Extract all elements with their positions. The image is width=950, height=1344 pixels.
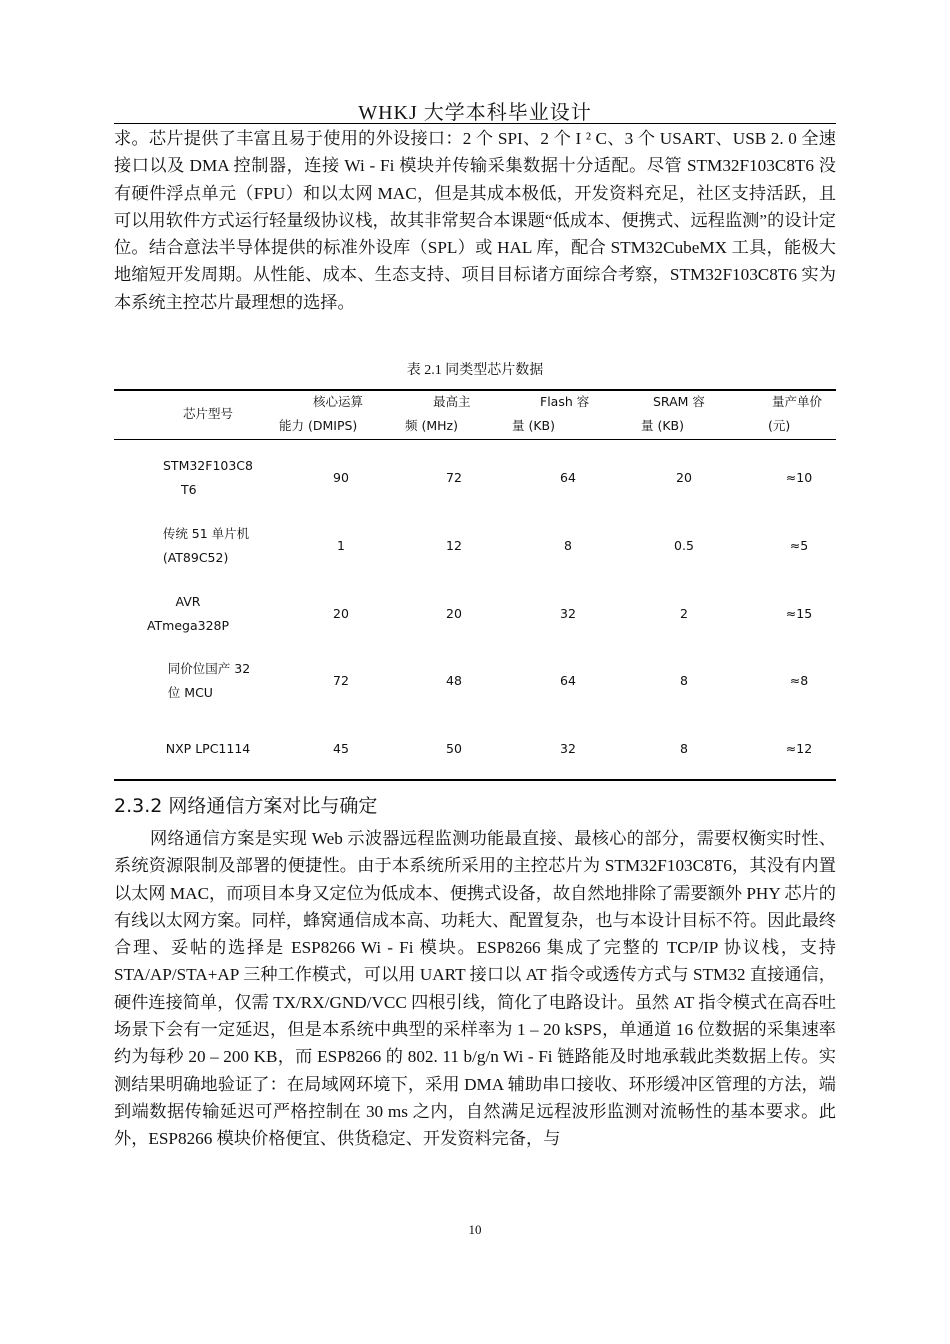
- table-header-rule: [114, 439, 836, 440]
- section-number: 2.3.2: [114, 795, 163, 817]
- section-heading: [114, 791, 377, 818]
- table-cell: 64: [560, 470, 576, 485]
- table-header-cell: SRAM 容 量 (KB): [641, 394, 705, 433]
- table-top-rule: [114, 389, 836, 391]
- table-cell-chip-name: AVR ATmega328P: [146, 594, 230, 633]
- table-cell-chip-name: 同价位国产 32 位 MCU: [167, 661, 251, 700]
- table-header-cell: 核心运算 能力 (DMIPS): [279, 394, 364, 433]
- running-header: WHKJ 大学本科毕业设计: [358, 102, 592, 124]
- table-cell: 8: [564, 538, 572, 553]
- table-cell: 8: [680, 673, 688, 688]
- table-caption: 表 2.1 同类型芯片数据: [406, 363, 544, 378]
- table-cell: 20: [446, 606, 462, 621]
- table-cell: ≈15: [785, 606, 813, 621]
- table-header-cell: 最高主 频 (MHz): [405, 394, 471, 433]
- table-cell: 90: [333, 470, 349, 485]
- table-cell: 48: [446, 673, 462, 688]
- table-cell: ≈5: [789, 538, 809, 553]
- table-cell: 64: [560, 673, 576, 688]
- table-cell: 12: [446, 538, 462, 553]
- table-cell: 2: [680, 606, 688, 621]
- table-header-cell: Flash 容 量 (KB): [512, 394, 590, 433]
- table-cell: 72: [446, 470, 462, 485]
- table-cell: 32: [560, 741, 576, 756]
- table-cell: ≈8: [789, 673, 809, 688]
- table-bottom-rule: [114, 779, 836, 781]
- table-cell-chip-name: 传统 51 单片机 (AT89C52): [162, 526, 250, 565]
- table-cell: 32: [560, 606, 576, 621]
- table-cell: 0.5: [674, 538, 694, 553]
- table-cell-chip-name: NXP LPC1114: [165, 741, 251, 756]
- table-cell: ≈12: [785, 741, 813, 756]
- header-divider: [114, 123, 836, 124]
- body-paragraph-1: 求。芯片提供了丰富且易于使用的外设接口：2 个 SPI、2 个 I ² C、3 个 USART、USB 2. 0 全速接口以及 DMA 控制器，连接 Wi - Fi 模块并传输采集数据十分适配。尽管 STM32F103C8T6 没有硬件浮点单元（FPU）和以太网 MAC，但是其成本极低，开发资料充足，社区支持活跃，且可以用软件方式运行轻量级协议栈，故其非常契合本课题“低成本、便携式、远程监测”的设计定位。结合意法半导体提供的标准外设库（SPL）或 HAL 库，配合 STM32CubeMX 工具，能极大地缩短开发周期。从性能、成本、生态支持、项目目标诸方面综合考察，STM32F103C8T6 实为本系统主控芯片最理想的选择。: [114, 129, 836, 312]
- table-cell: 20: [676, 470, 692, 485]
- table-header-cell: 芯片型号: [182, 406, 234, 421]
- page-number: 10: [468, 1222, 482, 1237]
- table-cell: 45: [333, 741, 349, 756]
- table-cell: ≈10: [785, 470, 813, 485]
- table-header-cell: 量产单价 (元): [768, 394, 823, 433]
- table-cell: 8: [680, 741, 688, 756]
- table-cell-chip-name: STM32F103C8 T6: [163, 458, 253, 497]
- body-paragraph-2: 网络通信方案是实现 Web 示波器远程监测功能最直接、最核心的部分，需要权衡实时性、系统资源限制及部署的便捷性。由于本系统所采用的主控芯片为 STM32F103C8T6，其没有内置以太网 MAC，而项目本身又定位为低成本、便携式设备，故自然地排除了需要额外 PHY 芯片的有线以太网方案。同样，蜂窝通信成本高、功耗大、配置复杂，也与本设计目标不符。因此最终合理、妥帖的选择是 ESP8266 Wi - Fi 模块。ESP8266 集成了完整的 TCP/IP 协议栈，支持 STA/AP/STA+AP 三种工作模式，可以用 UART 接口以 AT 指令或透传方式与 STM32 直接通信，硬件连接简单，仅需 TX/RX/GND/VCC 四根引线，简化了电路设计。虽然 AT 指令模式在高吞吐场景下会有一定延迟，但是本系统中典型的采样率为 1 – 20 kSPS，单通道 16 位数据的采集速率约为每秒 20 – 200 KB，而 ESP8266 的 802. 11 b/g/n Wi - Fi 链路能及时地承载此类数据上传。实测结果明确地验证了：在局域网环境下，采用 DMA 辅助串口接收、环形缓冲区管理的方法，端到端数据传输延迟可严格控制在 30 ms 之内，自然满足远程波形监测对流畅性的基本要求。此外，ESP8266 模块价格便宜、供货稳定、开发资料完备，与: [114, 829, 836, 1149]
- table-cell: 20: [333, 606, 349, 621]
- table-cell: 72: [333, 673, 349, 688]
- table-cell: 50: [446, 741, 462, 756]
- table-cell: 1: [337, 538, 345, 553]
- section-title-text: 网络通信方案对比与确定: [168, 795, 378, 817]
